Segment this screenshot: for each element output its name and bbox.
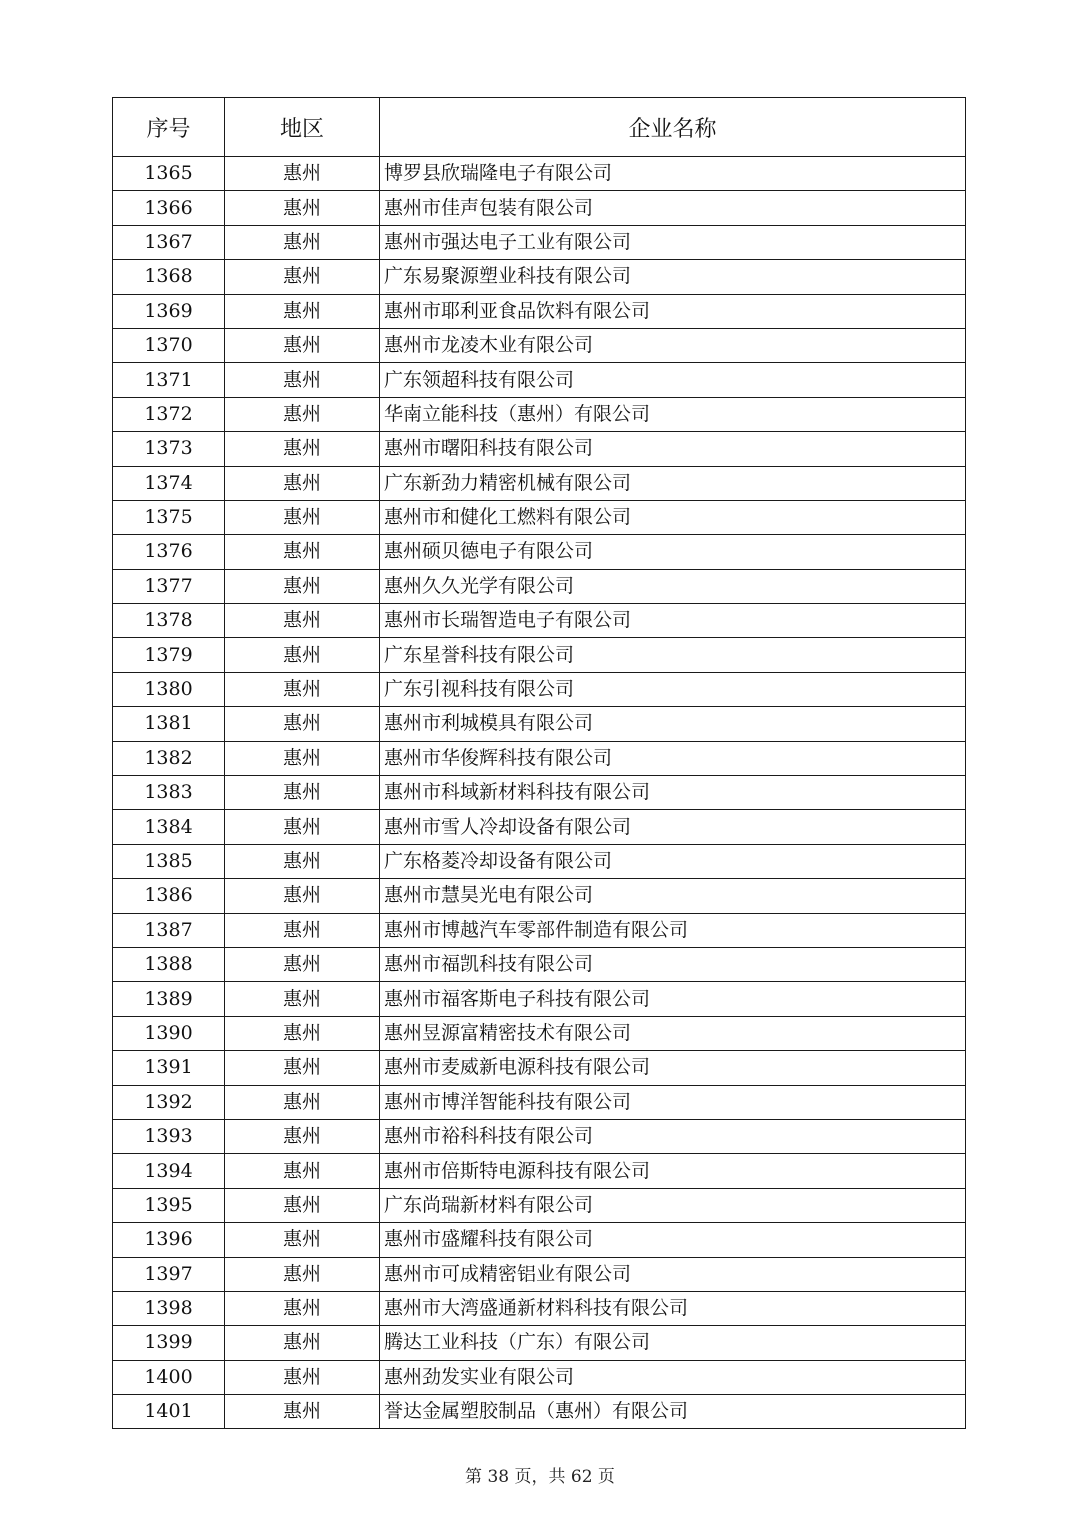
table-row xyxy=(113,260,966,294)
row-seq-number: 1395 xyxy=(113,1188,225,1222)
table-row xyxy=(113,157,966,191)
row-company-name: 广东新劲力精密机械有限公司 xyxy=(380,466,966,500)
row-company-name: 博罗县欣瑞隆电子有限公司 xyxy=(380,157,966,191)
row-seq-number: 1366 xyxy=(113,191,225,225)
row-seq-number: 1390 xyxy=(113,1016,225,1050)
row-seq-number: 1386 xyxy=(113,879,225,913)
table-body xyxy=(113,157,966,1429)
table-row xyxy=(113,466,966,500)
table-header-row xyxy=(113,98,966,157)
table-row xyxy=(113,776,966,810)
row-region: 惠州 xyxy=(225,363,380,397)
row-company-name: 惠州市和健化工燃料有限公司 xyxy=(380,500,966,534)
row-seq-number: 1377 xyxy=(113,569,225,603)
row-seq-number: 1381 xyxy=(113,707,225,741)
row-company-name: 惠州市慧昊光电有限公司 xyxy=(380,879,966,913)
row-region: 惠州 xyxy=(225,604,380,638)
row-seq-number: 1379 xyxy=(113,638,225,672)
row-seq-number: 1374 xyxy=(113,466,225,500)
row-region: 惠州 xyxy=(225,157,380,191)
row-seq-number: 1389 xyxy=(113,982,225,1016)
row-seq-number: 1378 xyxy=(113,604,225,638)
row-company-name: 惠州市福凯科技有限公司 xyxy=(380,947,966,981)
row-region: 惠州 xyxy=(225,397,380,431)
row-region: 惠州 xyxy=(225,225,380,259)
row-company-name: 惠州市麦威新电源科技有限公司 xyxy=(380,1051,966,1085)
row-company-name: 惠州市可成精密铝业有限公司 xyxy=(380,1257,966,1291)
table-row xyxy=(113,432,966,466)
row-region: 惠州 xyxy=(225,672,380,706)
row-region: 惠州 xyxy=(225,707,380,741)
header-company-name: 企业名称 xyxy=(380,98,966,157)
row-region: 惠州 xyxy=(225,1291,380,1325)
row-region: 惠州 xyxy=(225,260,380,294)
row-company-name: 惠州市博洋智能科技有限公司 xyxy=(380,1085,966,1119)
row-company-name: 惠州市倍斯特电源科技有限公司 xyxy=(380,1154,966,1188)
row-seq-number: 1372 xyxy=(113,397,225,431)
header-region: 地区 xyxy=(225,98,380,157)
row-company-name: 广东尚瑞新材料有限公司 xyxy=(380,1188,966,1222)
row-region: 惠州 xyxy=(225,1154,380,1188)
row-region: 惠州 xyxy=(225,569,380,603)
row-company-name: 惠州市福客斯电子科技有限公司 xyxy=(380,982,966,1016)
table-row xyxy=(113,397,966,431)
row-region: 惠州 xyxy=(225,466,380,500)
row-region: 惠州 xyxy=(225,947,380,981)
table-row xyxy=(113,1188,966,1222)
row-seq-number: 1382 xyxy=(113,741,225,775)
row-seq-number: 1367 xyxy=(113,225,225,259)
row-company-name: 惠州久久光学有限公司 xyxy=(380,569,966,603)
row-seq-number: 1398 xyxy=(113,1291,225,1325)
row-region: 惠州 xyxy=(225,810,380,844)
table-row xyxy=(113,1154,966,1188)
row-region: 惠州 xyxy=(225,638,380,672)
row-seq-number: 1392 xyxy=(113,1085,225,1119)
row-seq-number: 1400 xyxy=(113,1360,225,1394)
table-row xyxy=(113,328,966,362)
row-company-name: 惠州市博越汽车零部件制造有限公司 xyxy=(380,913,966,947)
table-row xyxy=(113,363,966,397)
row-company-name: 惠州硕贝德电子有限公司 xyxy=(380,535,966,569)
row-company-name: 广东星誉科技有限公司 xyxy=(380,638,966,672)
row-company-name: 惠州市耶利亚食品饮料有限公司 xyxy=(380,294,966,328)
table-row xyxy=(113,982,966,1016)
row-region: 惠州 xyxy=(225,879,380,913)
header-seq: 序号 xyxy=(113,98,225,157)
row-seq-number: 1401 xyxy=(113,1395,225,1429)
row-company-name: 广东格菱冷却设备有限公司 xyxy=(380,844,966,878)
row-seq-number: 1394 xyxy=(113,1154,225,1188)
row-seq-number: 1383 xyxy=(113,776,225,810)
row-region: 惠州 xyxy=(225,432,380,466)
table-row xyxy=(113,225,966,259)
row-seq-number: 1396 xyxy=(113,1223,225,1257)
row-seq-number: 1376 xyxy=(113,535,225,569)
table-row xyxy=(113,604,966,638)
row-company-name: 广东易聚源塑业科技有限公司 xyxy=(380,260,966,294)
row-company-name: 惠州市龙凌木业有限公司 xyxy=(380,328,966,362)
table-row xyxy=(113,1223,966,1257)
row-company-name: 惠州市大湾盛通新材料科技有限公司 xyxy=(380,1291,966,1325)
row-region: 惠州 xyxy=(225,776,380,810)
row-seq-number: 1388 xyxy=(113,947,225,981)
row-seq-number: 1399 xyxy=(113,1326,225,1360)
row-region: 惠州 xyxy=(225,741,380,775)
row-seq-number: 1385 xyxy=(113,844,225,878)
row-company-name: 惠州市强达电子工业有限公司 xyxy=(380,225,966,259)
row-seq-number: 1387 xyxy=(113,913,225,947)
row-company-name: 惠州市利城模具有限公司 xyxy=(380,707,966,741)
row-seq-number: 1365 xyxy=(113,157,225,191)
table-row xyxy=(113,1360,966,1394)
row-company-name: 誉达金属塑胶制品（惠州）有限公司 xyxy=(380,1395,966,1429)
table-row xyxy=(113,1326,966,1360)
row-region: 惠州 xyxy=(225,1326,380,1360)
row-company-name: 广东领超科技有限公司 xyxy=(380,363,966,397)
row-region: 惠州 xyxy=(225,191,380,225)
table-row xyxy=(113,1395,966,1429)
row-company-name: 腾达工业科技（广东）有限公司 xyxy=(380,1326,966,1360)
row-region: 惠州 xyxy=(225,535,380,569)
row-company-name: 惠州劲发实业有限公司 xyxy=(380,1360,966,1394)
row-company-name: 惠州市科域新材料科技有限公司 xyxy=(380,776,966,810)
table-row xyxy=(113,707,966,741)
row-company-name: 惠州昱源富精密技术有限公司 xyxy=(380,1016,966,1050)
table-row xyxy=(113,294,966,328)
table-row xyxy=(113,1016,966,1050)
row-region: 惠州 xyxy=(225,1257,380,1291)
row-region: 惠州 xyxy=(225,294,380,328)
row-seq-number: 1393 xyxy=(113,1119,225,1153)
table-row xyxy=(113,569,966,603)
table-row xyxy=(113,913,966,947)
row-seq-number: 1375 xyxy=(113,500,225,534)
row-region: 惠州 xyxy=(225,1016,380,1050)
table-row xyxy=(113,672,966,706)
row-region: 惠州 xyxy=(225,1085,380,1119)
table-row xyxy=(113,741,966,775)
row-company-name: 惠州市盛耀科技有限公司 xyxy=(380,1223,966,1257)
table-row xyxy=(113,535,966,569)
row-region: 惠州 xyxy=(225,1188,380,1222)
row-seq-number: 1373 xyxy=(113,432,225,466)
table-row xyxy=(113,947,966,981)
table-row xyxy=(113,1119,966,1153)
row-region: 惠州 xyxy=(225,1119,380,1153)
row-seq-number: 1391 xyxy=(113,1051,225,1085)
table-row xyxy=(113,191,966,225)
table-row xyxy=(113,844,966,878)
table-row xyxy=(113,1291,966,1325)
row-region: 惠州 xyxy=(225,500,380,534)
row-company-name: 惠州市长瑞智造电子有限公司 xyxy=(380,604,966,638)
row-seq-number: 1370 xyxy=(113,328,225,362)
row-seq-number: 1384 xyxy=(113,810,225,844)
row-company-name: 惠州市裕科科技有限公司 xyxy=(380,1119,966,1153)
row-seq-number: 1371 xyxy=(113,363,225,397)
row-seq-number: 1380 xyxy=(113,672,225,706)
row-seq-number: 1369 xyxy=(113,294,225,328)
row-company-name: 华南立能科技（惠州）有限公司 xyxy=(380,397,966,431)
row-seq-number: 1397 xyxy=(113,1257,225,1291)
table-row xyxy=(113,638,966,672)
table-row xyxy=(113,500,966,534)
page-number-footer: 第 38 页，共 62 页 xyxy=(465,1467,615,1487)
table-row xyxy=(113,810,966,844)
row-company-name: 惠州市华俊辉科技有限公司 xyxy=(380,741,966,775)
row-region: 惠州 xyxy=(225,844,380,878)
table-row xyxy=(113,1085,966,1119)
row-company-name: 惠州市曙阳科技有限公司 xyxy=(380,432,966,466)
row-company-name: 惠州市雪人冷却设备有限公司 xyxy=(380,810,966,844)
company-list-table xyxy=(112,97,966,1429)
row-seq-number: 1368 xyxy=(113,260,225,294)
table-row xyxy=(113,879,966,913)
row-company-name: 广东引视科技有限公司 xyxy=(380,672,966,706)
table-row xyxy=(113,1257,966,1291)
row-company-name: 惠州市佳声包装有限公司 xyxy=(380,191,966,225)
row-region: 惠州 xyxy=(225,913,380,947)
row-region: 惠州 xyxy=(225,1051,380,1085)
row-region: 惠州 xyxy=(225,982,380,1016)
row-region: 惠州 xyxy=(225,1223,380,1257)
row-region: 惠州 xyxy=(225,1360,380,1394)
row-region: 惠州 xyxy=(225,1395,380,1429)
row-region: 惠州 xyxy=(225,328,380,362)
table-row xyxy=(113,1051,966,1085)
